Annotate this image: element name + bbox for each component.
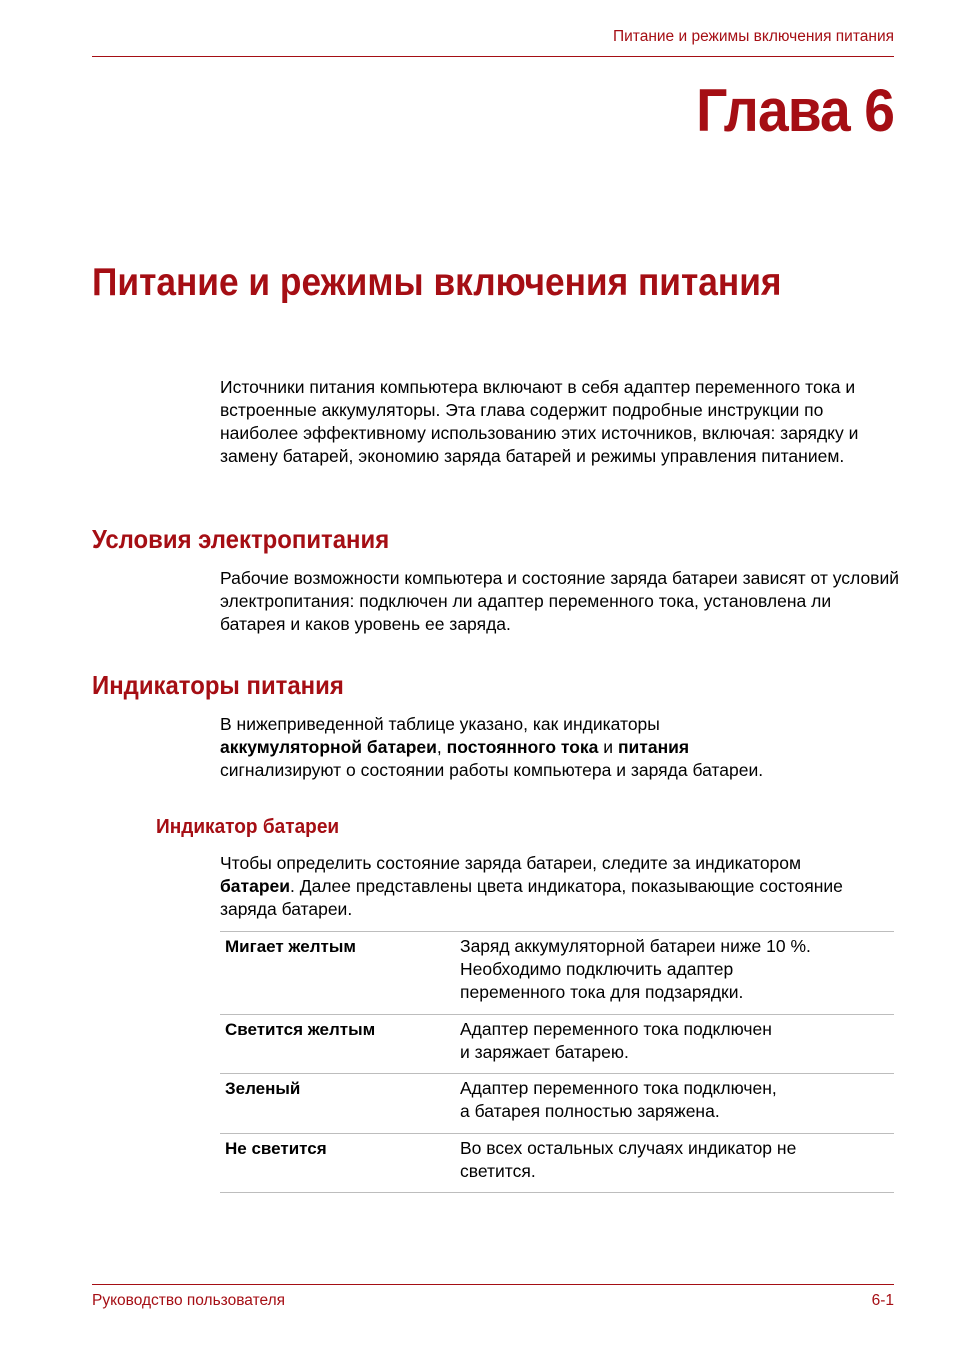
- table-row: [220, 1074, 894, 1134]
- table-row: [220, 1134, 894, 1193]
- table-row: [220, 1015, 894, 1074]
- battery-indicator-paragraph: [220, 852, 900, 921]
- table-row: [220, 932, 894, 1015]
- table-cell-description: Адаптер переменного тока подключен, а батарея полностью заряжена.: [460, 1074, 894, 1134]
- table-cell-state: Зеленый: [220, 1074, 460, 1134]
- table-cell-description: Заряд аккумуляторной батареи ниже 10 %. Необходимо подключить адаптер переменного тока для подзарядки.: [460, 932, 894, 1015]
- intro-paragraph: Источники питания компьютера включают в себя адаптер переменного тока и встроенные аккумуляторы. Эта глава содержит подробные инструкции по наиболее эффективному использованию этих источников, включая: зарядку и замену батарей, экономию заряда батарей и режимы управления питанием.: [220, 377, 859, 466]
- header-rule: [92, 56, 894, 57]
- table-cell-state: Не светится: [220, 1134, 460, 1193]
- footer-title: Руководство пользователя: [92, 1292, 286, 1309]
- page-number: 6-1: [871, 1292, 894, 1309]
- indicators-comma: ,: [436, 737, 442, 757]
- power-indicators-paragraph: [220, 713, 900, 782]
- section-heading-power-conditions: Условия электропитания: [92, 524, 390, 554]
- power-conditions-paragraph: Рабочие возможности компьютера и состояние заряда батареи зависят от условий электропитания: подключен ли адаптер переменного тока, установлена ли батарея и каков уровень ее заряда.: [220, 568, 900, 634]
- indicators-bold-battery: аккумуляторной батареи: [220, 737, 437, 757]
- table-cell-description: Адаптер переменного тока подключен и заряжает батарею.: [460, 1015, 894, 1074]
- table-cell-description: Во всех остальных случаях индикатор не светится.: [460, 1134, 894, 1193]
- battery-text-after: . Далее представлены цвета индикатора, показывающие состояние заряда батареи.: [220, 876, 843, 919]
- indicators-conj: и: [603, 737, 614, 757]
- table-cell-state: Мигает желтым: [220, 932, 460, 1015]
- footer-rule: [92, 1284, 894, 1285]
- battery-bold-word: батареи: [220, 876, 291, 896]
- indicators-text-before: В нижеприведенной таблице указано, как индикаторы: [220, 714, 660, 734]
- table-cell-state: Светится желтым: [220, 1015, 460, 1074]
- section-heading-power-indicators: Индикаторы питания: [92, 670, 344, 700]
- running-header: Питание и режимы включения питания: [613, 28, 894, 45]
- battery-text-before: Чтобы определить состояние заряда батареи, следите за индикатором: [220, 853, 802, 873]
- battery-indicator-table: [220, 931, 894, 1193]
- subsection-heading-battery-indicator: Индикатор батареи: [156, 815, 340, 838]
- chapter-label: Глава 6: [696, 77, 894, 144]
- indicators-bold-dc: постоянного тока: [446, 737, 599, 757]
- indicators-bold-power: питания: [617, 737, 690, 757]
- page-title: Питание и режимы включения питания: [92, 261, 782, 304]
- indicators-text-after: сигнализируют о состоянии работы компьютера и заряда батареи.: [220, 760, 764, 780]
